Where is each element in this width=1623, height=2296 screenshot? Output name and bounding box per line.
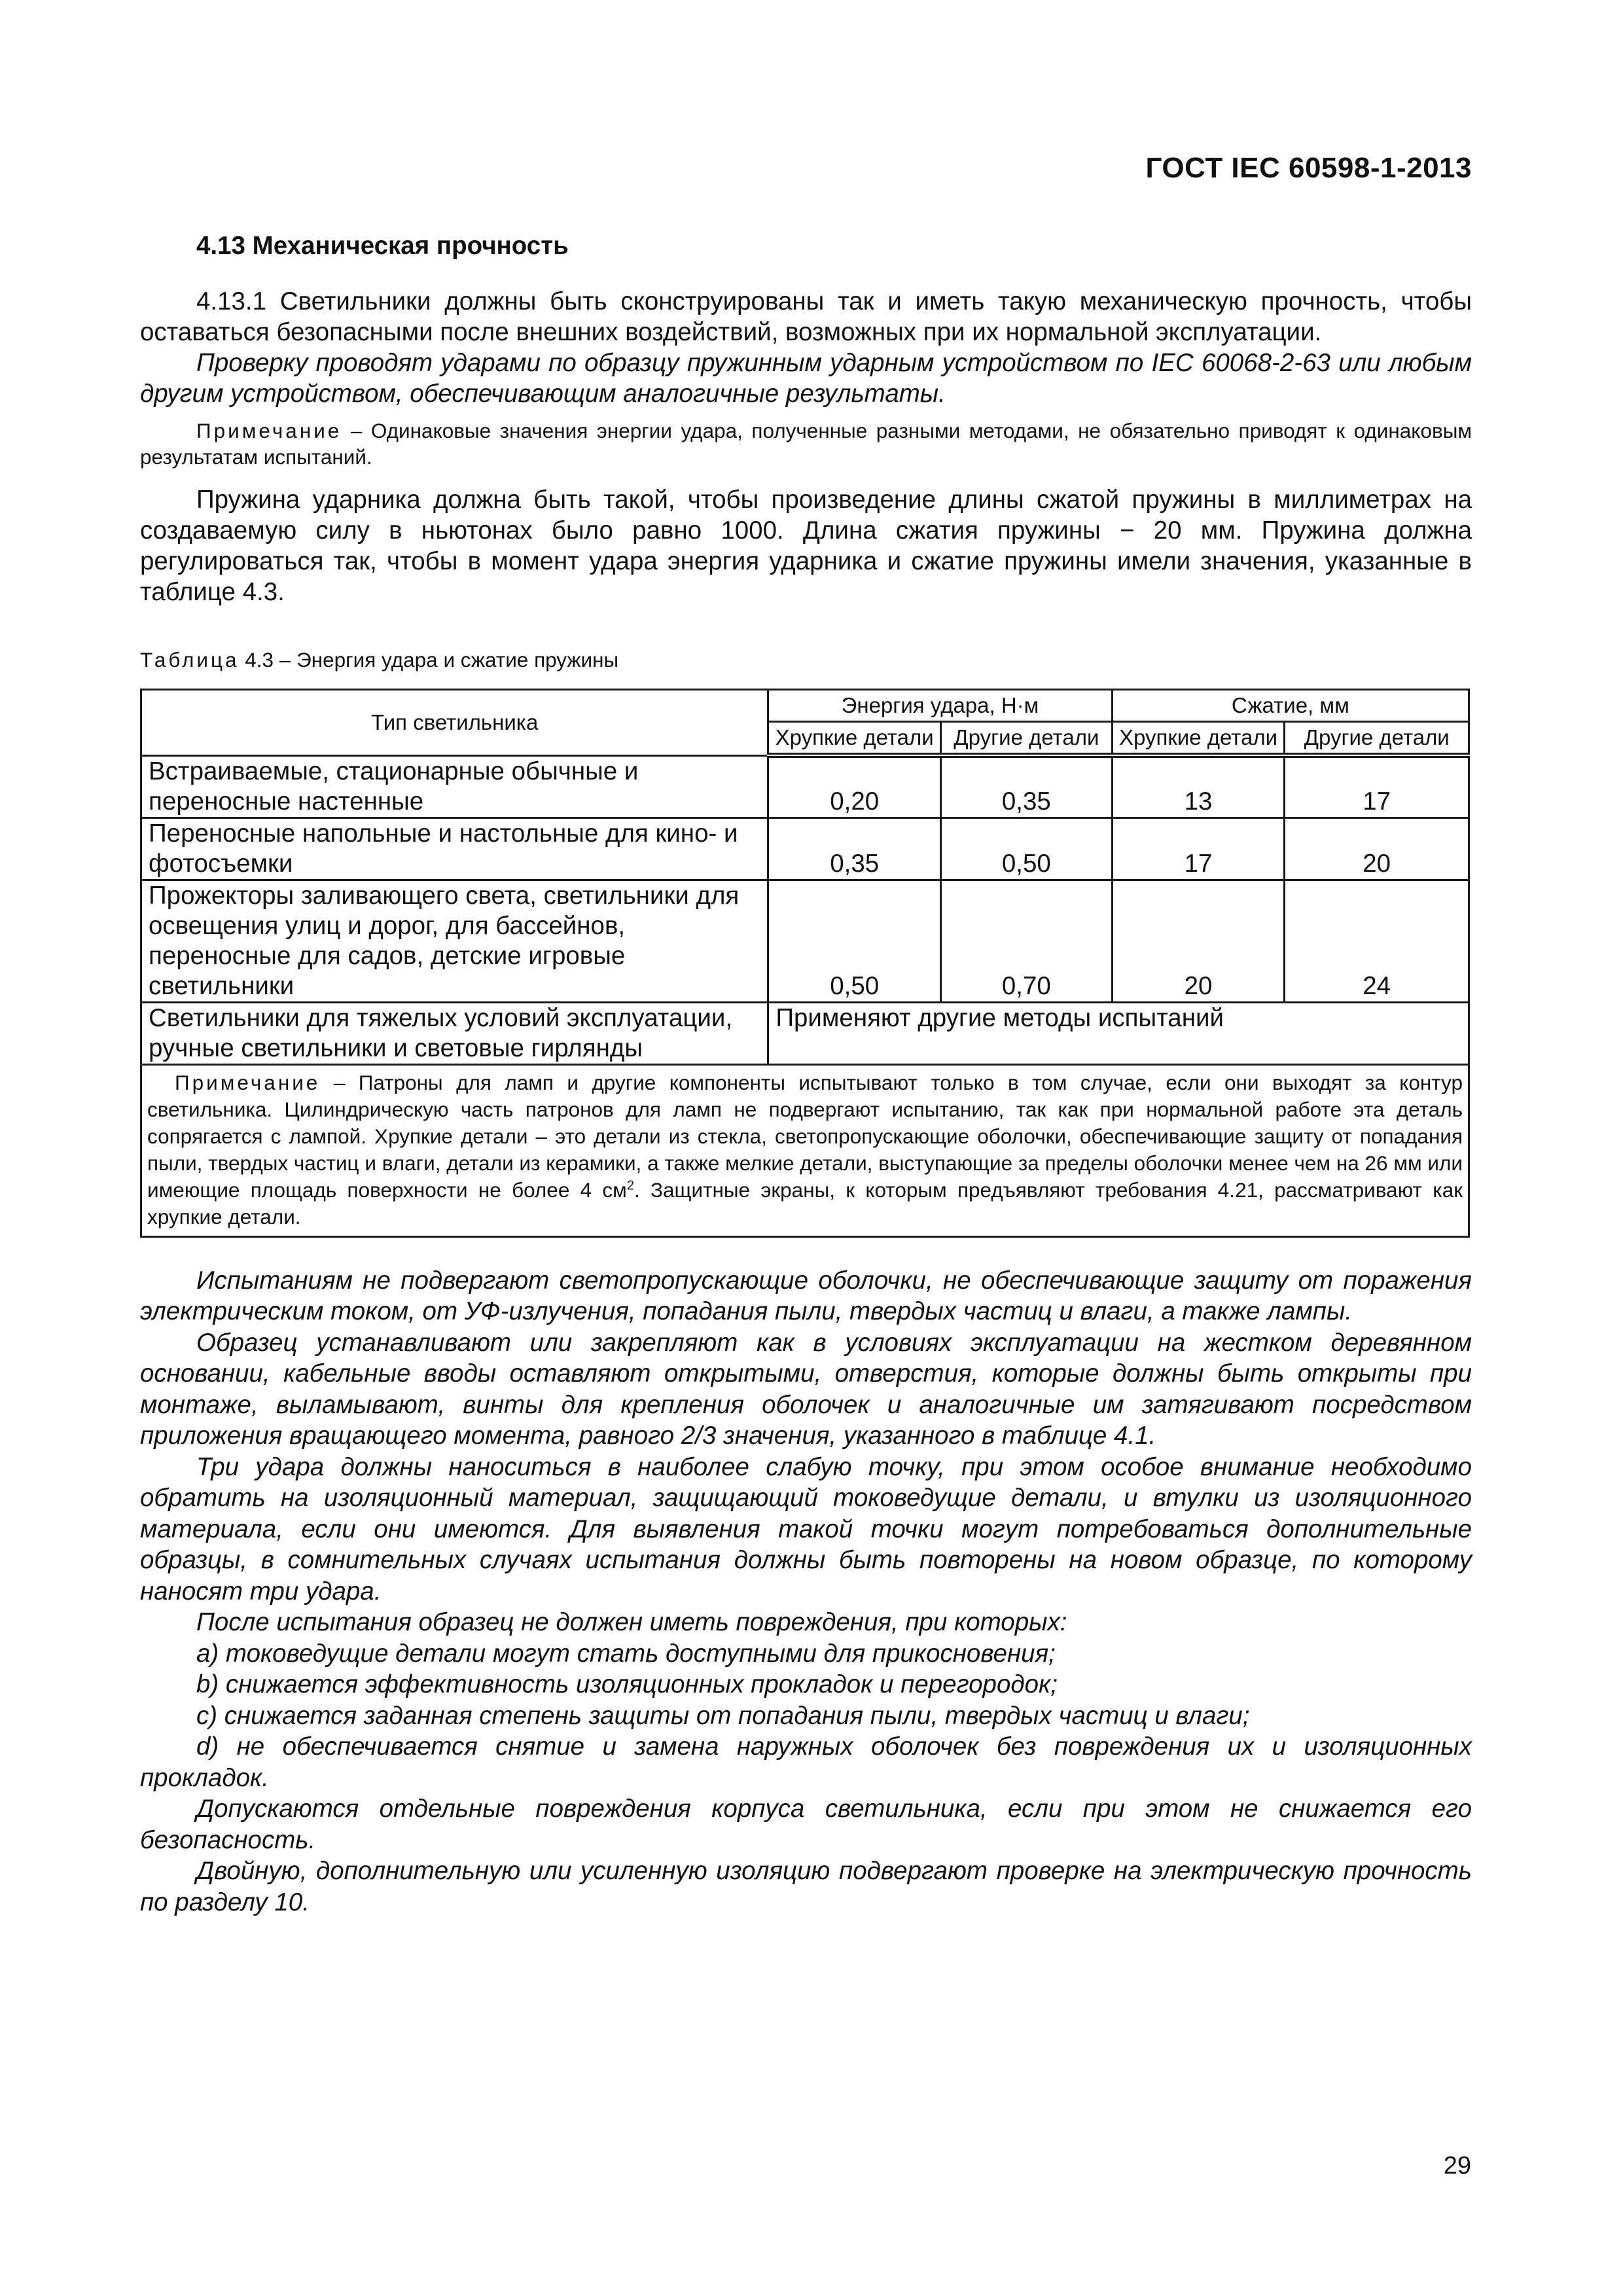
document-page	[140, 151, 1472, 1918]
page-number: 29	[1443, 2152, 1471, 2179]
row-label: Светильники для тяжелых условий эксплуатации, ручные светильники и световые гирлянды	[141, 1002, 768, 1064]
header-energy-brittle: Хрупкие детали	[768, 722, 941, 756]
list-item: a) токоведущие детали могут стать доступными для прикосновения;	[196, 1639, 1056, 1668]
row-label: Прожекторы заливающего света, светильники для освещения улиц и дорог, для бассейнов, переносные для садов, детские игровые светильники	[141, 880, 768, 1002]
note-energy	[140, 418, 1472, 470]
table-note-label: Примечание	[175, 1070, 321, 1094]
list-item: c) снижается заданная степень защиты от попадания пыли, твердых частиц и влаги;	[196, 1701, 1250, 1730]
list-item: d) не обеспечивается снятие и замена наружных оболочек без повреждения их и изоляционных прокладок.	[140, 1732, 1472, 1792]
row-label: Переносные напольные и настольные для кино- и фотосъемки	[141, 817, 768, 880]
cell-energy-brittle: 0,35	[768, 817, 941, 880]
header-compression-group: Сжатие, мм	[1112, 690, 1469, 722]
cell-energy-brittle: 0,20	[768, 755, 941, 817]
table-note	[141, 1064, 1469, 1236]
italic-paragraph: Испытаниям не подвергают светопропускающие оболочки, не обеспечивающие защиту от поражения электрическим током, от УФ-излучения, попадания пыли, твердых частиц и влаги, а также лампы.	[140, 1266, 1472, 1325]
note-text: – Одинаковые значения энергии удара, полученные разными методами, не обязательно приводят к одинаковым результатам испытаний.	[140, 419, 1472, 469]
cell-compression-other: 17	[1285, 755, 1469, 817]
table-row	[141, 755, 1469, 817]
header-compression-other: Другие детали	[1285, 722, 1469, 756]
table-note-text: – Патроны для ламп и другие компоненты испытывают только в том случае, если они выходят за контур светильника. Цилиндрическую часть патронов для ламп не подвергают испытанию, так как при нормальной работе эта деталь сопрягается с лампой. Хрупкие детали – это детали из стекла, светопропускающие оболочки, обеспечивающие защиту от попадания пыли, твердых частиц и влаги, детали из керамики, а также мелкие детали, выступающие за пределы оболочки менее чем на 26 мм или имеющие площадь поверхности не более 4 см	[147, 1070, 1463, 1202]
table-caption-label: Таблица	[140, 648, 240, 672]
test-procedure	[140, 1265, 1472, 1918]
standard-code: ГОСТ IEC 60598-1-2013	[1145, 152, 1472, 184]
italic-paragraph: После испытания образец не должен иметь повреждения, при которых:	[196, 1608, 1067, 1636]
header-compression-brittle: Хрупкие детали	[1112, 722, 1285, 756]
table-caption	[140, 647, 1472, 673]
table-note-text-end: . Защитные экраны, к которым предъявляют требования 4.21, рассматривают как хрупкие детали.	[147, 1177, 1463, 1229]
header-energy-other: Другие детали	[941, 722, 1113, 756]
section-title: 4.13 Механическая прочность	[196, 232, 569, 260]
italic-paragraph: Двойную, дополнительную или усиленную изоляцию подвергают проверке на электрическую прочность по разделу 10.	[140, 1857, 1472, 1916]
paragraph-requirement: 4.13.1 Светильники должны быть сконструированы так и иметь такую механическую прочность, чтобы оставаться безопасными после внешних воздействий, возможных при их нормальной эксплуатации.	[140, 287, 1472, 346]
cell-compression-other: 24	[1285, 880, 1469, 1002]
paragraph-spring: Пружина ударника должна быть такой, чтобы произведение длины сжатой пружины в миллиметрах на создаваемую силу в ньютонах было равно 1000. Длина сжатия пружины − 20 мм. Пружина должна регулироваться так, чтобы в момент удара энергия ударника и сжатие пружины имели значения, указанные в таблице 4.3.	[140, 486, 1472, 606]
cell-energy-other: 0,70	[941, 880, 1113, 1002]
impact-energy-table	[140, 689, 1470, 1238]
cell-compression-brittle: 17	[1112, 817, 1285, 880]
italic-paragraph: Три удара должны наноситься в наиболее слабую точку, при этом особое внимание необходимо обратить на изоляционный материал, защищающий токоведущие детали, и втулки из изоляционного материала, если они имеются. Для выявления такой точки могут потребоваться дополнительные образцы, в сомнительных случаях испытания должны быть повторены на новом образце, по которому наносят три удара.	[140, 1452, 1472, 1605]
paragraph-test-method: Проверку проводят ударами по образцу пружинным ударным устройством по IEC 60068-2-63 или любым другим устройством, обеспечивающим аналогичные результаты.	[140, 349, 1472, 408]
header-energy-group: Энергия удара, Н·м	[768, 690, 1112, 722]
cell-energy-brittle: 0,50	[768, 880, 941, 1002]
table-row	[141, 1002, 1469, 1064]
table-caption-text: 4.3 – Энергия удара и сжатие пружины	[239, 648, 619, 672]
italic-paragraph: Образец устанавливают или закрепляют как в условиях эксплуатации на жестком деревянном основании, кабельные вводы оставляют открытыми, отверстия, которые должны быть открыты при монтаже, выламывают, винты для крепления оболочек и аналогичные им затягивают посредством приложения вращающего момента, равного 2/3 значения, указанного в таблице 4.1.	[140, 1328, 1472, 1450]
table-row	[141, 880, 1469, 1002]
note-label: Примечание	[196, 419, 342, 442]
cell-energy-other: 0,35	[941, 755, 1113, 817]
row-label: Встраиваемые, стационарные обычные и переносные настенные	[141, 755, 768, 817]
list-item: b) снижается эффективность изоляционных прокладок и перегородок;	[196, 1670, 1058, 1698]
table-row	[141, 817, 1469, 880]
cell-compression-brittle: 20	[1112, 880, 1285, 1002]
cell-other-methods: Применяют другие методы испытаний	[768, 1002, 1469, 1064]
cell-energy-other: 0,50	[941, 817, 1113, 880]
italic-paragraph: Допускаются отдельные повреждения корпуса светильника, если при этом не снижается его безопасность.	[140, 1795, 1472, 1854]
cell-compression-brittle: 13	[1112, 755, 1285, 817]
table-note-superscript: 2	[626, 1178, 634, 1193]
header-type: Тип светильника	[141, 690, 768, 756]
cell-compression-other: 20	[1285, 817, 1469, 880]
